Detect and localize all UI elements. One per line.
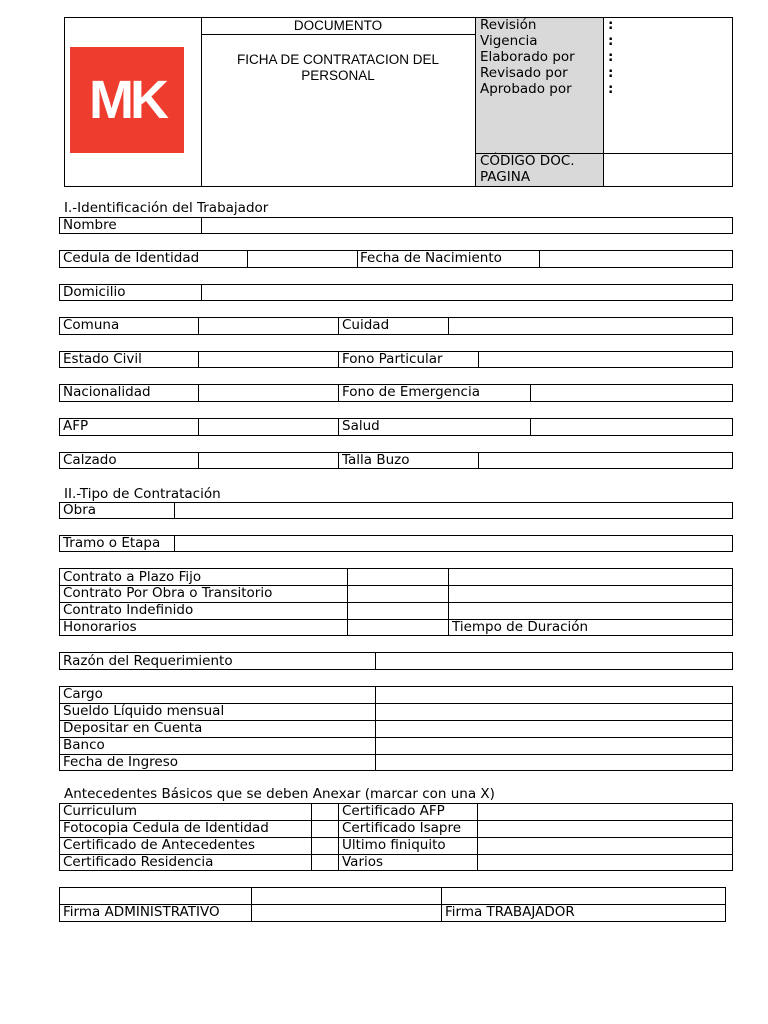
- comuna-row[interactable]: [59, 317, 733, 335]
- meta-vigencia-label: Vigencia: [480, 33, 538, 49]
- certificado-afp-label: Certificado AFP: [342, 803, 445, 819]
- honorarios-mark[interactable]: [348, 620, 448, 636]
- cell-divider: [448, 568, 449, 636]
- firma-administrativo-area[interactable]: [252, 888, 441, 921]
- nombre-field[interactable]: [59, 217, 733, 234]
- banco-field[interactable]: [376, 738, 732, 754]
- cell-divider: [174, 535, 175, 552]
- certificado-afp-checkbox[interactable]: [478, 804, 732, 820]
- certificado-antecedentes-label: Certificado de Antecedentes: [63, 837, 255, 853]
- cell-divider: [198, 317, 199, 335]
- fotocopia-cedula-label: Fotocopia Cedula de Identidad: [63, 820, 269, 836]
- contrato-por-obra-mark[interactable]: [348, 586, 448, 602]
- cell-divider: [338, 351, 339, 368]
- cuidad-label: Cuidad: [342, 317, 390, 333]
- cell-divider: [338, 317, 339, 335]
- nacionalidad-label: Nacionalidad: [63, 384, 151, 400]
- cell-divider: [375, 652, 376, 670]
- fecha-ingreso-label: Fecha de Ingreso: [63, 754, 179, 770]
- contrato-por-obra-label: Contrato Por Obra o Transitorio: [63, 585, 273, 601]
- curriculum-label: Curriculum: [63, 803, 138, 819]
- domicilio-field[interactable]: [59, 284, 733, 301]
- header-divider: [201, 17, 202, 187]
- depositar-label: Depositar en Cuenta: [63, 720, 203, 736]
- meta-colon: :: [608, 17, 614, 33]
- sueldo-field[interactable]: [376, 704, 732, 720]
- honorarios-label: Honorarios: [63, 619, 137, 635]
- pagina-label: PAGINA: [480, 169, 531, 185]
- cargo-field[interactable]: [376, 687, 732, 703]
- cell-divider: [478, 351, 479, 368]
- banco-label: Banco: [63, 737, 105, 753]
- section-identificacion-title: I.-Identificación del Trabajador: [64, 200, 269, 216]
- cell-divider: [338, 384, 339, 402]
- talla-buzo-label: Talla Buzo: [342, 452, 410, 468]
- meta-colon: :: [608, 81, 614, 97]
- firma-trabajador-label: Firma TRABAJADOR: [445, 904, 575, 920]
- afp-row[interactable]: [59, 418, 733, 436]
- cell-divider: [478, 452, 479, 469]
- fecha-nacimiento-label: Fecha de Nacimiento: [360, 250, 502, 266]
- contrato-plazo-fijo-label: Contrato a Plazo Fijo: [63, 569, 202, 585]
- cell-divider: [198, 351, 199, 368]
- meta-revisado-label: Revisado por: [480, 65, 568, 81]
- cell-divider: [448, 317, 449, 335]
- cell-divider: [338, 418, 339, 436]
- cell-divider: [357, 250, 358, 268]
- curriculum-checkbox[interactable]: [312, 804, 338, 820]
- varios-label: Varios: [342, 854, 384, 870]
- certificado-isapre-label: Certificado Isapre: [342, 820, 462, 836]
- sueldo-label: Sueldo Líquido mensual: [63, 703, 225, 719]
- afp-label: AFP: [63, 418, 89, 434]
- firma-administrativo-label: Firma ADMINISTRATIVO: [63, 904, 220, 920]
- estado-civil-label: Estado Civil: [63, 351, 142, 367]
- meta-colon: :: [608, 49, 614, 65]
- cell-divider: [201, 217, 202, 234]
- cell-divider: [198, 418, 199, 436]
- certificado-antecedentes-checkbox[interactable]: [312, 838, 338, 854]
- contrato-indefinido-mark[interactable]: [348, 603, 448, 619]
- varios-checkbox[interactable]: [478, 855, 732, 871]
- fono-particular-label: Fono Particular: [342, 351, 443, 367]
- contrato-plazo-fijo-mark[interactable]: [348, 569, 448, 585]
- fono-emergencia-label: Fono de Emergencia: [342, 384, 480, 400]
- razon-label: Razón del Requerimiento: [63, 653, 233, 669]
- salud-label: Salud: [342, 418, 380, 434]
- section-contratacion-title: II.-Tipo de Contratación: [64, 486, 221, 502]
- meta-colon: :: [608, 65, 614, 81]
- obra-field[interactable]: [59, 502, 733, 519]
- nombre-label: Nombre: [63, 217, 117, 233]
- company-logo: MK: [70, 47, 184, 153]
- certificado-residencia-label: Certificado Residencia: [63, 854, 214, 870]
- meta-aprobado-label: Aprobado por: [480, 81, 572, 97]
- document-title-line2: PERSONAL: [301, 68, 375, 83]
- obra-label: Obra: [63, 502, 97, 518]
- firma-trabajador-area[interactable]: [442, 888, 725, 904]
- cell-divider: [539, 250, 540, 268]
- cell-divider: [338, 803, 339, 871]
- codigo-label: CÓDIGO DOC.: [480, 153, 575, 169]
- cell-divider: [174, 502, 175, 519]
- cell-divider: [530, 384, 531, 402]
- cell-divider: [530, 418, 531, 436]
- meta-colon: :: [608, 33, 614, 49]
- ultimo-finiquito-label: Ultimo finiquito: [342, 837, 446, 853]
- fecha-ingreso-field[interactable]: [376, 755, 732, 771]
- meta-elaborado-label: Elaborado por: [480, 49, 575, 65]
- certificado-isapre-checkbox[interactable]: [478, 821, 732, 837]
- depositar-field[interactable]: [376, 721, 732, 737]
- calzado-label: Calzado: [63, 452, 117, 468]
- cell-divider: [338, 452, 339, 469]
- tramo-label: Tramo o Etapa: [63, 535, 161, 551]
- fotocopia-cedula-checkbox[interactable]: [312, 821, 338, 837]
- cedula-label: Cedula de Identidad: [63, 250, 200, 266]
- section-antecedentes-title: Antecedentes Básicos que se deben Anexar (marcar con una X): [64, 786, 495, 802]
- cell-divider: [198, 452, 199, 469]
- contrato-indefinido-label: Contrato Indefinido: [63, 602, 194, 618]
- header-line: [201, 34, 475, 35]
- meta-revision-label: Revisión: [480, 17, 537, 33]
- certificado-residencia-checkbox[interactable]: [312, 855, 338, 871]
- document-title-line1: FICHA DE CONTRATACION DEL: [236, 52, 440, 67]
- comuna-label: Comuna: [63, 317, 120, 333]
- document-label: DOCUMENTO: [293, 18, 383, 33]
- cell-divider: [198, 384, 199, 402]
- domicilio-label: Domicilio: [63, 284, 126, 300]
- ultimo-finiquito-checkbox[interactable]: [478, 838, 732, 854]
- header-divider: [603, 17, 604, 187]
- tiempo-duracion-label: Tiempo de Duración: [452, 619, 589, 635]
- cell-divider: [201, 284, 202, 301]
- cargo-label: Cargo: [63, 686, 103, 702]
- cell-divider: [247, 250, 248, 268]
